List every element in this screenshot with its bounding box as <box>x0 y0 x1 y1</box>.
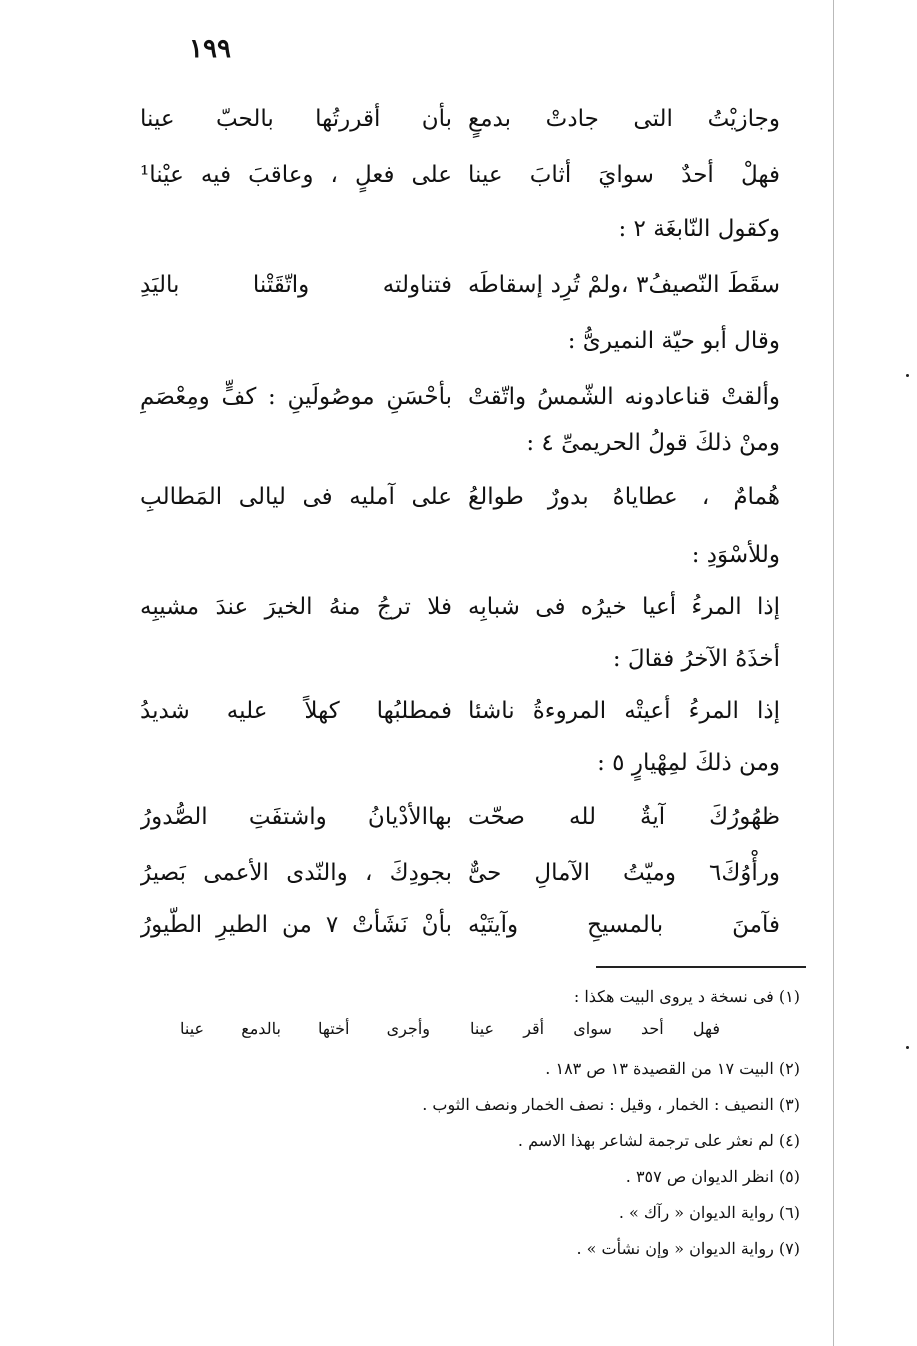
verse-first-hemistich: ظهُورُكَ آيةٌ لله صحّت <box>468 804 780 830</box>
verse-line <box>140 902 780 948</box>
page-number: ١٩٩ <box>189 34 231 64</box>
footnote-verse-second-hemistich: وأجرى أختها بالدمع عينا <box>180 1019 430 1038</box>
verse-second-hemistich: بهاالأدْيانُ واشتفَتِ الصُّدورُ <box>140 804 452 830</box>
verse-line <box>140 262 780 308</box>
verse-first-hemistich: ورأْوُكَ٦ وميّتُ الآمالِ حىٌّ <box>468 860 780 886</box>
scan-speck <box>906 374 909 377</box>
footnote: (٤) لم نعثر على ترجمة لشاعر بهذا الاسم . <box>517 1131 800 1150</box>
verse-second-hemistich: بأنْ نَشَأتْ ٧ من الطيرِ الطّيورُ <box>140 912 452 938</box>
verse-second-hemistich: بأحْسَنِ موصُولَينِ : كفٍّ ومِعْصَمِ <box>140 384 452 410</box>
footnote: (٣) النصيف : الخمار ، وقيل : نصف الخمار ونصف الثوب . <box>422 1095 800 1114</box>
prose-line: وقال أبو حيّة النميرىُّ : <box>567 328 780 354</box>
footnote: (٧) رواية الديوان « وإن نشأت » . <box>576 1239 800 1258</box>
verse-line <box>140 584 780 630</box>
prose-line: وللأسْوَدِ : <box>691 542 780 568</box>
footnote: (٦) رواية الديوان « رآك » . <box>618 1203 800 1222</box>
verse-line <box>140 374 780 420</box>
footnote: (١) فى نسخة د يروى البيت هكذا : <box>573 987 800 1006</box>
footnote-verse <box>180 1012 720 1046</box>
prose-line: أخذَهُ الآخرُ فقالَ : <box>612 646 780 672</box>
prose-line: وكقول النّابغَة ٢ : <box>618 216 780 242</box>
verse-first-hemistich: فهلْ أحدٌ سوايَ أثابَ عينا <box>468 162 780 188</box>
verse-first-hemistich: هُمامٌ ، عطاياهُ بدورٌ طوالعُ <box>468 484 780 510</box>
verse-line <box>140 688 780 734</box>
verse-first-hemistich: فآمنَ بالمسيحِ وآيتَيْه <box>468 912 780 938</box>
verse-line <box>140 152 780 198</box>
prose-line: ومنْ ذلكَ قولُ الحريمىِّ ٤ : <box>526 430 780 456</box>
page-margin-line <box>833 0 834 1346</box>
verse-second-hemistich: فلا ترجُ منهُ الخيرَ عندَ مشيبِه <box>140 594 452 620</box>
verse-second-hemistich: بأن أقررتُها بالحبّ عينا <box>140 106 452 132</box>
verse-second-hemistich: فتناولته واتّقَتْنا باليَدِ <box>140 272 452 298</box>
verse-line <box>140 794 780 840</box>
footnote: (٢) البيت ١٧ من القصيدة ١٣ ص ١٨٣ . <box>545 1059 800 1078</box>
footnote: (٥) انظر الديوان ص ٣٥٧ . <box>625 1167 800 1186</box>
verse-line <box>140 96 780 142</box>
verse-second-hemistich: بجودِكَ ، والنّدى الأعمى بَصيرُ <box>140 860 452 886</box>
verse-line <box>140 474 780 520</box>
verse-first-hemistich: سقَطَ النّصيفُ٣ ،ولمْ تُرِد إسقاطَه <box>468 272 780 298</box>
verse-line <box>140 850 780 896</box>
footnote-verse-first-hemistich: فهل أحد سواى أقر عينا <box>470 1019 720 1038</box>
verse-first-hemistich: إذا المرءُ أعيتْه المروءةُ ناشئا <box>468 698 780 724</box>
footnote-separator <box>596 966 806 968</box>
verse-first-hemistich: إذا المرءُ أعيا خيرُه فى شبابِه <box>468 594 780 620</box>
verse-second-hemistich: على فعلٍ ، وعاقبَ فيه عيْنا¹ <box>140 162 452 188</box>
prose-line: ومن ذلكَ لمِهْيارٍ ٥ : <box>597 750 780 776</box>
verse-first-hemistich: وألقتْ قناعادونه الشّمسُ واتّقتْ <box>468 384 780 410</box>
verse-first-hemistich: وجازيْتُ التى جادتْ بدمعٍ <box>468 106 780 132</box>
verse-second-hemistich: فمطلبُها كهلاً عليه شديدُ <box>140 698 452 724</box>
verse-second-hemistich: على آمليه فى ليالى المَطالبِ <box>140 484 452 510</box>
scan-speck <box>906 1046 909 1049</box>
